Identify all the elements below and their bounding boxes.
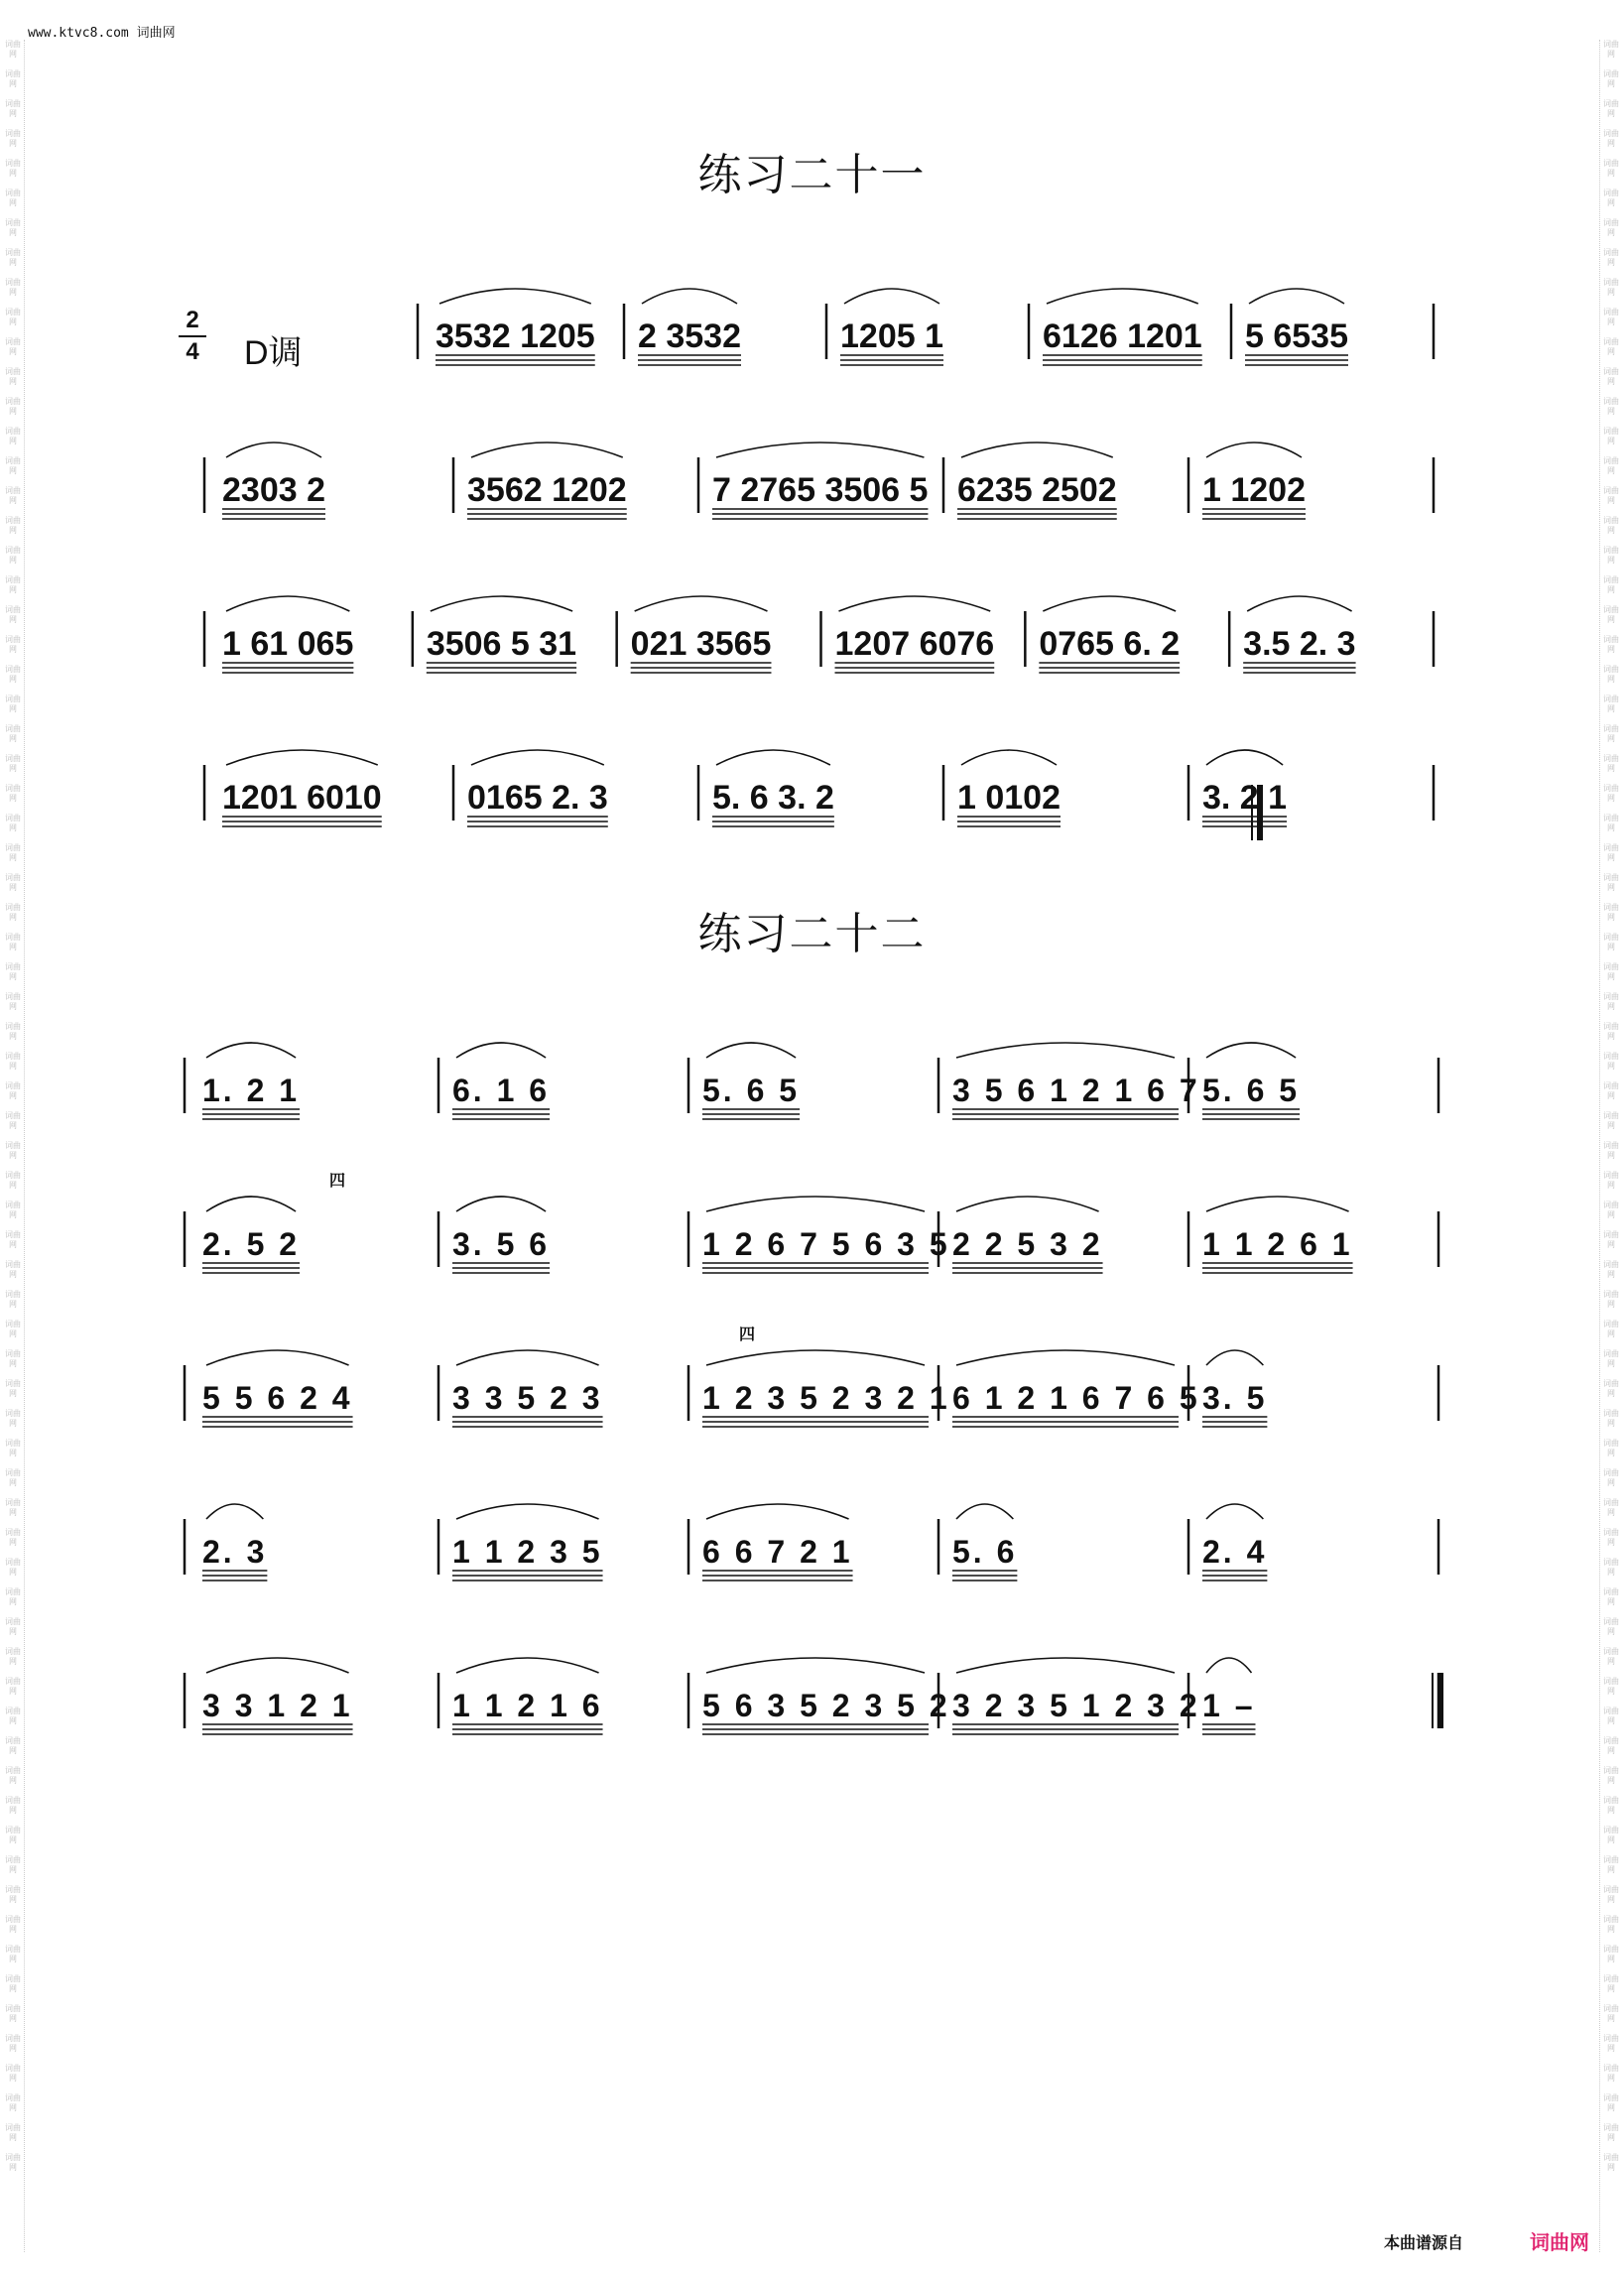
measure-notes: 3. 2 1 bbox=[1202, 779, 1288, 817]
slur bbox=[956, 1350, 1175, 1365]
measure-notes: 5. 6 5 bbox=[1202, 1073, 1301, 1108]
slur bbox=[1206, 750, 1283, 765]
side-watermark: 词曲网 bbox=[5, 754, 21, 773]
side-watermark: 词曲网 bbox=[5, 1707, 21, 1725]
slur bbox=[961, 443, 1113, 457]
slur bbox=[961, 750, 1057, 765]
side-watermark: 词曲网 bbox=[5, 308, 21, 326]
measure-notes: 6235 2502 bbox=[957, 471, 1117, 509]
side-watermark: 词曲网 bbox=[1603, 992, 1619, 1011]
measure-notes: 2. 5 2 bbox=[202, 1226, 301, 1262]
slur bbox=[716, 443, 924, 457]
side-watermark: 词曲网 bbox=[5, 1052, 21, 1071]
slur bbox=[431, 596, 572, 611]
measure-notes: 1 1 2 3 5 bbox=[452, 1534, 603, 1570]
measure-notes: 6126 1201 bbox=[1043, 317, 1202, 355]
slur bbox=[956, 1658, 1175, 1673]
side-watermark: 词曲网 bbox=[1603, 1201, 1619, 1219]
slur bbox=[956, 1043, 1175, 1058]
footer-site-logo[interactable]: 词曲网 bbox=[1530, 2232, 1589, 2254]
measure-notes: 3 3 1 2 1 bbox=[202, 1688, 353, 1723]
side-watermark: 词曲网 bbox=[5, 1260, 21, 1279]
slur bbox=[456, 1197, 546, 1211]
side-watermark: 词曲网 bbox=[5, 635, 21, 654]
side-watermark: 词曲网 bbox=[5, 605, 21, 624]
side-watermark: 词曲网 bbox=[1603, 2064, 1619, 2083]
slur bbox=[456, 1350, 599, 1365]
measure-notes: 1201 6010 bbox=[222, 779, 382, 817]
measure-notes: 5 6 3 5 2 3 5 2 bbox=[702, 1688, 950, 1723]
side-watermark: 词曲网 bbox=[5, 397, 21, 416]
side-watermark: 词曲网 bbox=[5, 189, 21, 207]
measure-notes: 5 6535 bbox=[1245, 317, 1348, 355]
slur bbox=[1043, 596, 1176, 611]
side-watermark: 词曲网 bbox=[5, 2153, 21, 2172]
side-watermark: 词曲网 bbox=[5, 1855, 21, 1874]
slur bbox=[1206, 1350, 1263, 1365]
side-watermark: 词曲网 bbox=[5, 1230, 21, 1249]
side-watermark: 词曲网 bbox=[1603, 1707, 1619, 1725]
side-watermark: 词曲网 bbox=[5, 1558, 21, 1577]
side-watermark: 词曲网 bbox=[5, 1826, 21, 1844]
side-watermark: 词曲网 bbox=[1603, 69, 1619, 88]
measure-notes: 3 2 3 5 1 2 3 2 bbox=[952, 1688, 1200, 1723]
side-watermark: 词曲网 bbox=[1603, 1647, 1619, 1666]
side-watermark: 词曲网 bbox=[1603, 40, 1619, 59]
measure-notes: 3.5 2. 3 bbox=[1243, 625, 1356, 663]
side-watermark: 词曲网 bbox=[1603, 1349, 1619, 1368]
side-watermark: 词曲网 bbox=[5, 1498, 21, 1517]
slur bbox=[706, 1350, 925, 1365]
side-watermark: 词曲网 bbox=[5, 1647, 21, 1666]
measure-notes: 1 2 3 5 2 3 2 1 bbox=[702, 1380, 950, 1416]
slur bbox=[956, 1504, 1013, 1519]
key-signature: D调 bbox=[244, 334, 303, 372]
slur bbox=[226, 596, 349, 611]
measure-notes: 3562 1202 bbox=[467, 471, 627, 509]
side-watermark: 词曲网 bbox=[1603, 1468, 1619, 1487]
slur bbox=[706, 1504, 849, 1519]
side-watermark: 词曲网 bbox=[5, 962, 21, 981]
side-watermark: 词曲网 bbox=[1603, 546, 1619, 565]
slur bbox=[1206, 1043, 1296, 1058]
side-watermark: 词曲网 bbox=[5, 1439, 21, 1457]
measure-notes: 6. 1 6 bbox=[452, 1073, 551, 1108]
side-watermark: 词曲网 bbox=[1603, 1915, 1619, 1934]
measure-notes: 3506 5 31 bbox=[426, 625, 577, 663]
side-watermark: 词曲网 bbox=[5, 724, 21, 743]
side-watermark: 词曲网 bbox=[1603, 1974, 1619, 1993]
side-watermark: 词曲网 bbox=[1603, 635, 1619, 654]
side-watermark: 词曲网 bbox=[5, 1945, 21, 1963]
measure-notes: 1207 6076 bbox=[834, 625, 995, 663]
measure-notes: 5 5 6 2 4 bbox=[202, 1380, 353, 1416]
measure-notes: 3. 5 6 bbox=[452, 1226, 551, 1262]
measure-notes: 0765 6. 2 bbox=[1039, 625, 1181, 663]
side-watermark: 词曲网 bbox=[5, 903, 21, 922]
side-watermark: 词曲网 bbox=[5, 784, 21, 803]
site-url-text[interactable]: www.ktvc8.com 词曲网 bbox=[28, 26, 176, 41]
measure-notes: 1 1 2 1 6 bbox=[452, 1688, 603, 1723]
slur bbox=[226, 443, 321, 457]
measure-notes: 7 2765 3506 5 bbox=[712, 471, 929, 509]
side-watermark: 词曲网 bbox=[1603, 814, 1619, 832]
side-watermark: 词曲网 bbox=[1603, 1528, 1619, 1547]
side-watermark: 词曲网 bbox=[5, 2064, 21, 2083]
side-watermark: 词曲网 bbox=[5, 1111, 21, 1130]
side-watermark: 词曲网 bbox=[1603, 665, 1619, 684]
side-watermark: 词曲网 bbox=[1603, 1171, 1619, 1190]
side-watermark: 词曲网 bbox=[5, 69, 21, 88]
side-watermark: 词曲网 bbox=[1603, 754, 1619, 773]
measure-notes: 1. 2 1 bbox=[202, 1073, 301, 1108]
side-watermark: 词曲网 bbox=[1603, 1677, 1619, 1696]
side-watermark: 词曲网 bbox=[1603, 962, 1619, 981]
side-watermark: 词曲网 bbox=[1603, 903, 1619, 922]
measure-notes: 2. 3 bbox=[202, 1534, 268, 1570]
slur bbox=[206, 1504, 263, 1519]
slur bbox=[844, 289, 939, 304]
side-watermark: 词曲网 bbox=[5, 1141, 21, 1160]
side-watermark: 词曲网 bbox=[5, 1974, 21, 1993]
footer-source-label: 本曲谱源自 bbox=[1384, 2235, 1464, 2252]
side-watermark: 词曲网 bbox=[5, 665, 21, 684]
side-watermark: 词曲网 bbox=[1603, 695, 1619, 713]
slur bbox=[456, 1504, 599, 1519]
time-signature-top: 2 bbox=[186, 307, 199, 333]
side-watermark: 词曲网 bbox=[1603, 1052, 1619, 1071]
measure-notes: 1 61 065 bbox=[222, 625, 354, 663]
side-watermark: 词曲网 bbox=[1603, 1409, 1619, 1428]
slur bbox=[956, 1197, 1099, 1211]
measure-notes: 1 1 2 6 1 bbox=[1202, 1226, 1353, 1262]
side-watermark: 词曲网 bbox=[1603, 337, 1619, 356]
side-watermark: 词曲网 bbox=[5, 1081, 21, 1100]
measure-notes: 1 0102 bbox=[957, 779, 1061, 817]
side-watermark: 词曲网 bbox=[1603, 1022, 1619, 1041]
side-watermark: 词曲网 bbox=[1603, 933, 1619, 951]
measure-notes: 1205 1 bbox=[840, 317, 943, 355]
slur bbox=[456, 1043, 546, 1058]
time-signature-bottom: 4 bbox=[179, 335, 206, 367]
side-watermark: 词曲网 bbox=[1603, 1320, 1619, 1338]
measure-notes: 1 2 6 7 5 6 3 5 bbox=[702, 1226, 950, 1262]
exercise-22-title: 练习二十二 bbox=[697, 909, 927, 959]
side-watermark: 词曲网 bbox=[1603, 189, 1619, 207]
side-watermark: 词曲网 bbox=[5, 1022, 21, 1041]
side-watermark: 词曲网 bbox=[1603, 129, 1619, 148]
measure-notes: 2 2 5 3 2 bbox=[952, 1226, 1103, 1262]
side-watermark: 词曲网 bbox=[5, 575, 21, 594]
slur bbox=[642, 289, 737, 304]
side-watermark: 词曲网 bbox=[5, 40, 21, 59]
slur bbox=[206, 1043, 296, 1058]
side-watermark: 词曲网 bbox=[5, 1766, 21, 1785]
slur bbox=[206, 1658, 349, 1673]
slur bbox=[706, 1043, 796, 1058]
side-watermark: 词曲网 bbox=[5, 337, 21, 356]
slur bbox=[706, 1197, 925, 1211]
slur bbox=[839, 596, 991, 611]
side-watermark: 词曲网 bbox=[1603, 1885, 1619, 1904]
exercise-21-title: 练习二十一 bbox=[697, 150, 927, 200]
slur bbox=[635, 596, 768, 611]
slur bbox=[456, 1658, 599, 1673]
slur bbox=[439, 289, 591, 304]
slur bbox=[206, 1197, 296, 1211]
measure-notes: 2 3532 bbox=[638, 317, 741, 355]
side-watermark: 词曲网 bbox=[1603, 605, 1619, 624]
side-watermark: 词曲网 bbox=[1603, 1498, 1619, 1517]
slur bbox=[471, 750, 604, 765]
side-watermark: 词曲网 bbox=[5, 1796, 21, 1815]
side-watermark: 词曲网 bbox=[1603, 99, 1619, 118]
side-watermark: 词曲网 bbox=[1603, 1617, 1619, 1636]
side-watermark: 词曲网 bbox=[1603, 1230, 1619, 1249]
side-watermark: 词曲网 bbox=[5, 873, 21, 892]
side-watermark: 词曲网 bbox=[1603, 1290, 1619, 1309]
slur bbox=[1249, 289, 1344, 304]
side-watermark: 词曲网 bbox=[5, 159, 21, 178]
side-watermark: 词曲网 bbox=[1603, 1081, 1619, 1100]
side-watermark: 词曲网 bbox=[1603, 248, 1619, 267]
slur bbox=[1247, 596, 1351, 611]
fingering-mark: 四 bbox=[739, 1327, 756, 1343]
side-watermark: 词曲网 bbox=[1603, 308, 1619, 326]
side-watermark: 词曲网 bbox=[5, 1409, 21, 1428]
side-watermark: 词曲网 bbox=[1603, 1558, 1619, 1577]
side-watermark: 词曲网 bbox=[1603, 784, 1619, 803]
side-watermark: 词曲网 bbox=[1603, 1826, 1619, 1844]
measure-notes: 021 3565 bbox=[630, 625, 772, 663]
side-watermark: 词曲网 bbox=[1603, 1111, 1619, 1130]
side-watermark: 词曲网 bbox=[1603, 2034, 1619, 2053]
slur bbox=[1206, 1658, 1251, 1673]
side-watermark: 词曲网 bbox=[5, 992, 21, 1011]
side-watermark: 词曲网 bbox=[5, 1468, 21, 1487]
measure-notes: 1 – bbox=[1202, 1688, 1256, 1723]
measure-notes: 0165 2. 3 bbox=[467, 779, 608, 817]
side-watermark: 词曲网 bbox=[5, 1885, 21, 1904]
fingering-mark: 四 bbox=[329, 1173, 346, 1190]
side-watermark: 词曲网 bbox=[1603, 724, 1619, 743]
side-watermark: 词曲网 bbox=[5, 1736, 21, 1755]
side-watermark: 词曲网 bbox=[1603, 1796, 1619, 1815]
measure-notes: 5. 6 3. 2 bbox=[712, 779, 834, 817]
side-watermark: 词曲网 bbox=[1603, 1736, 1619, 1755]
slur bbox=[1206, 443, 1302, 457]
side-watermark: 词曲网 bbox=[5, 367, 21, 386]
side-watermark: 词曲网 bbox=[5, 486, 21, 505]
slur bbox=[206, 1350, 349, 1365]
side-watermark: 词曲网 bbox=[1603, 486, 1619, 505]
side-watermark: 词曲网 bbox=[5, 2034, 21, 2053]
slur bbox=[1206, 1504, 1263, 1519]
side-watermark: 词曲网 bbox=[5, 1617, 21, 1636]
side-watermark: 词曲网 bbox=[1603, 2153, 1619, 2172]
side-watermark: 词曲网 bbox=[5, 278, 21, 297]
side-watermark: 词曲网 bbox=[1603, 516, 1619, 535]
side-watermark: 词曲网 bbox=[1603, 1945, 1619, 1963]
side-watermark: 词曲网 bbox=[5, 2123, 21, 2142]
side-watermark: 词曲网 bbox=[5, 843, 21, 862]
slur bbox=[1047, 289, 1198, 304]
side-watermark: 词曲网 bbox=[1603, 427, 1619, 445]
side-watermark: 词曲网 bbox=[1603, 1141, 1619, 1160]
side-watermark: 词曲网 bbox=[5, 1379, 21, 1398]
side-watermark: 词曲网 bbox=[5, 1528, 21, 1547]
side-watermark: 词曲网 bbox=[1603, 1379, 1619, 1398]
side-watermark: 词曲网 bbox=[1603, 873, 1619, 892]
side-watermark: 词曲网 bbox=[5, 218, 21, 237]
measure-notes: 5. 6 bbox=[952, 1534, 1018, 1570]
side-watermark: 词曲网 bbox=[5, 427, 21, 445]
side-watermark: 词曲网 bbox=[5, 516, 21, 535]
side-watermark: 词曲网 bbox=[5, 1171, 21, 1190]
slur bbox=[716, 750, 830, 765]
side-watermark: 词曲网 bbox=[5, 1677, 21, 1696]
side-watermark: 词曲网 bbox=[1603, 575, 1619, 594]
side-watermark: 词曲网 bbox=[1603, 278, 1619, 297]
side-watermark: 词曲网 bbox=[1603, 843, 1619, 862]
measure-notes: 3532 1205 bbox=[436, 317, 595, 355]
slur bbox=[471, 443, 623, 457]
side-watermark: 词曲网 bbox=[1603, 2004, 1619, 2023]
side-watermark: 词曲网 bbox=[5, 2093, 21, 2112]
measure-notes: 3 5 6 1 2 1 6 7 bbox=[952, 1073, 1200, 1108]
measure-notes: 5. 6 5 bbox=[702, 1073, 801, 1108]
side-watermark: 词曲网 bbox=[5, 248, 21, 267]
measure-notes: 6 1 2 1 6 7 6 5 bbox=[952, 1380, 1200, 1416]
side-watermark: 词曲网 bbox=[5, 1915, 21, 1934]
side-watermark: 词曲网 bbox=[1603, 1439, 1619, 1457]
measure-notes: 3. 5 bbox=[1202, 1380, 1268, 1416]
side-watermark: 词曲网 bbox=[5, 546, 21, 565]
slur bbox=[226, 750, 378, 765]
side-watermark: 词曲网 bbox=[5, 1320, 21, 1338]
slur bbox=[1206, 1197, 1349, 1211]
side-watermark: 词曲网 bbox=[1603, 218, 1619, 237]
side-watermark: 词曲网 bbox=[5, 814, 21, 832]
side-watermark: 词曲网 bbox=[5, 99, 21, 118]
measure-notes: 2. 4 bbox=[1202, 1534, 1268, 1570]
side-watermark: 词曲网 bbox=[1603, 1587, 1619, 1606]
side-watermark: 词曲网 bbox=[1603, 1260, 1619, 1279]
side-watermark: 词曲网 bbox=[5, 1201, 21, 1219]
side-watermark: 词曲网 bbox=[5, 1290, 21, 1309]
side-watermark: 词曲网 bbox=[1603, 367, 1619, 386]
side-watermark: 词曲网 bbox=[5, 129, 21, 148]
slur bbox=[706, 1658, 925, 1673]
measure-notes: 1 1202 bbox=[1202, 471, 1306, 509]
side-watermark: 词曲网 bbox=[5, 933, 21, 951]
measure-notes: 3 3 5 2 3 bbox=[452, 1380, 603, 1416]
side-watermark: 词曲网 bbox=[5, 456, 21, 475]
side-watermark: 词曲网 bbox=[1603, 1855, 1619, 1874]
side-watermark: 词曲网 bbox=[1603, 159, 1619, 178]
side-watermark: 词曲网 bbox=[1603, 2093, 1619, 2112]
measure-notes: 6 6 7 2 1 bbox=[702, 1534, 853, 1570]
side-watermark: 词曲网 bbox=[5, 1587, 21, 1606]
side-watermark: 词曲网 bbox=[5, 695, 21, 713]
side-watermark: 词曲网 bbox=[1603, 456, 1619, 475]
measure-notes: 2303 2 bbox=[222, 471, 325, 509]
side-watermark: 词曲网 bbox=[5, 2004, 21, 2023]
side-watermark: 词曲网 bbox=[5, 1349, 21, 1368]
side-watermark: 词曲网 bbox=[1603, 1766, 1619, 1785]
side-watermark: 词曲网 bbox=[1603, 397, 1619, 416]
side-watermark: 词曲网 bbox=[1603, 2123, 1619, 2142]
